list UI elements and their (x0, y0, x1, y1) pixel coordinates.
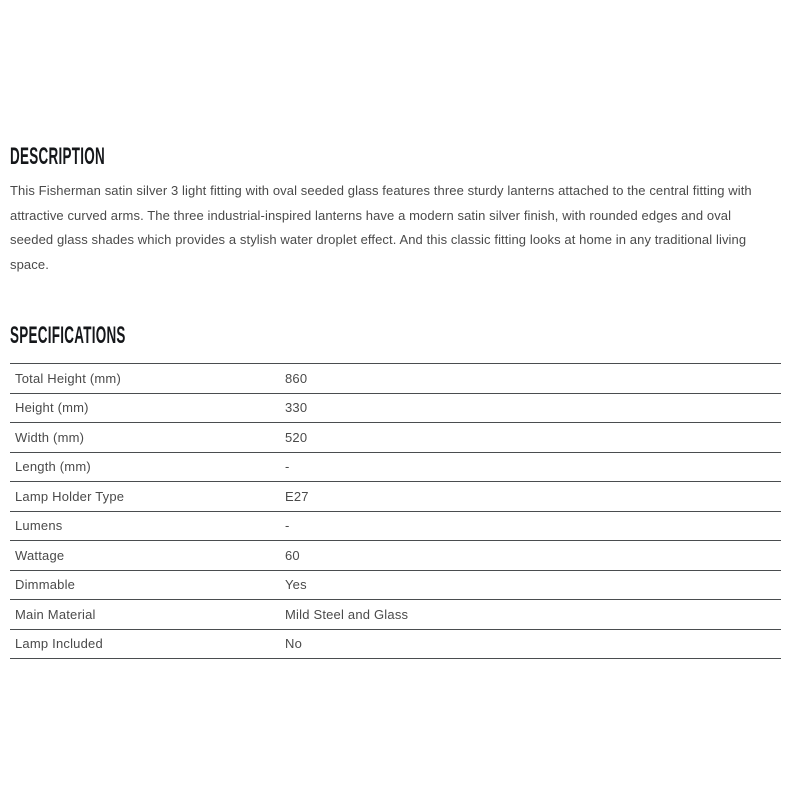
description-heading-text: DESCRIPTION (10, 143, 105, 170)
spec-label: Wattage (10, 541, 285, 571)
spec-value: - (285, 452, 781, 482)
spec-label: Lumens (10, 511, 285, 541)
specifications-section (10, 322, 790, 659)
spec-label: Dimmable (10, 570, 285, 600)
spec-value: 520 (285, 423, 781, 453)
description-line: space. (10, 256, 49, 272)
spec-value: No (285, 629, 781, 659)
spec-value: 860 (285, 364, 781, 394)
spec-row (10, 541, 781, 571)
spec-label: Width (mm) (10, 423, 285, 453)
specifications-heading-text: SPECIFICATIONS (10, 322, 126, 349)
spec-row (10, 482, 781, 512)
spec-row (10, 452, 781, 482)
spec-value: E27 (285, 482, 781, 512)
description-line: seeded glass shades which provides a stylish water droplet effect. And this classic fitting looks at home in any traditional living (10, 232, 747, 247)
spec-label: Total Height (mm) (10, 364, 285, 394)
description-line: This Fisherman satin silver 3 light fitting with oval seeded glass features three sturdy lanterns attached to the central fitting with (10, 183, 752, 198)
spec-label: Height (mm) (10, 393, 285, 423)
spec-value: Mild Steel and Glass (285, 600, 781, 630)
description-heading (10, 143, 790, 170)
spec-value: Yes (285, 570, 781, 600)
spec-value: 330 (285, 393, 781, 423)
spec-label: Length (mm) (10, 452, 285, 482)
specifications-table (10, 363, 781, 659)
description-paragraph (10, 179, 790, 277)
spec-row (10, 600, 781, 630)
spec-value: - (285, 511, 781, 541)
spec-value: 60 (285, 541, 781, 571)
description-line: attractive curved arms. The three industrial-inspired lanterns have a modern satin silver finish, with rounded edges and oval (10, 207, 732, 223)
spec-row (10, 364, 781, 394)
spec-label: Lamp Holder Type (10, 482, 285, 512)
description-section (10, 143, 790, 277)
specifications-heading (10, 322, 790, 349)
spec-label: Main Material (10, 600, 285, 630)
spec-row (10, 393, 781, 423)
spec-label: Lamp Included (10, 629, 285, 659)
spec-row (10, 511, 781, 541)
spec-row (10, 570, 781, 600)
spec-row (10, 423, 781, 453)
spec-row (10, 629, 781, 659)
